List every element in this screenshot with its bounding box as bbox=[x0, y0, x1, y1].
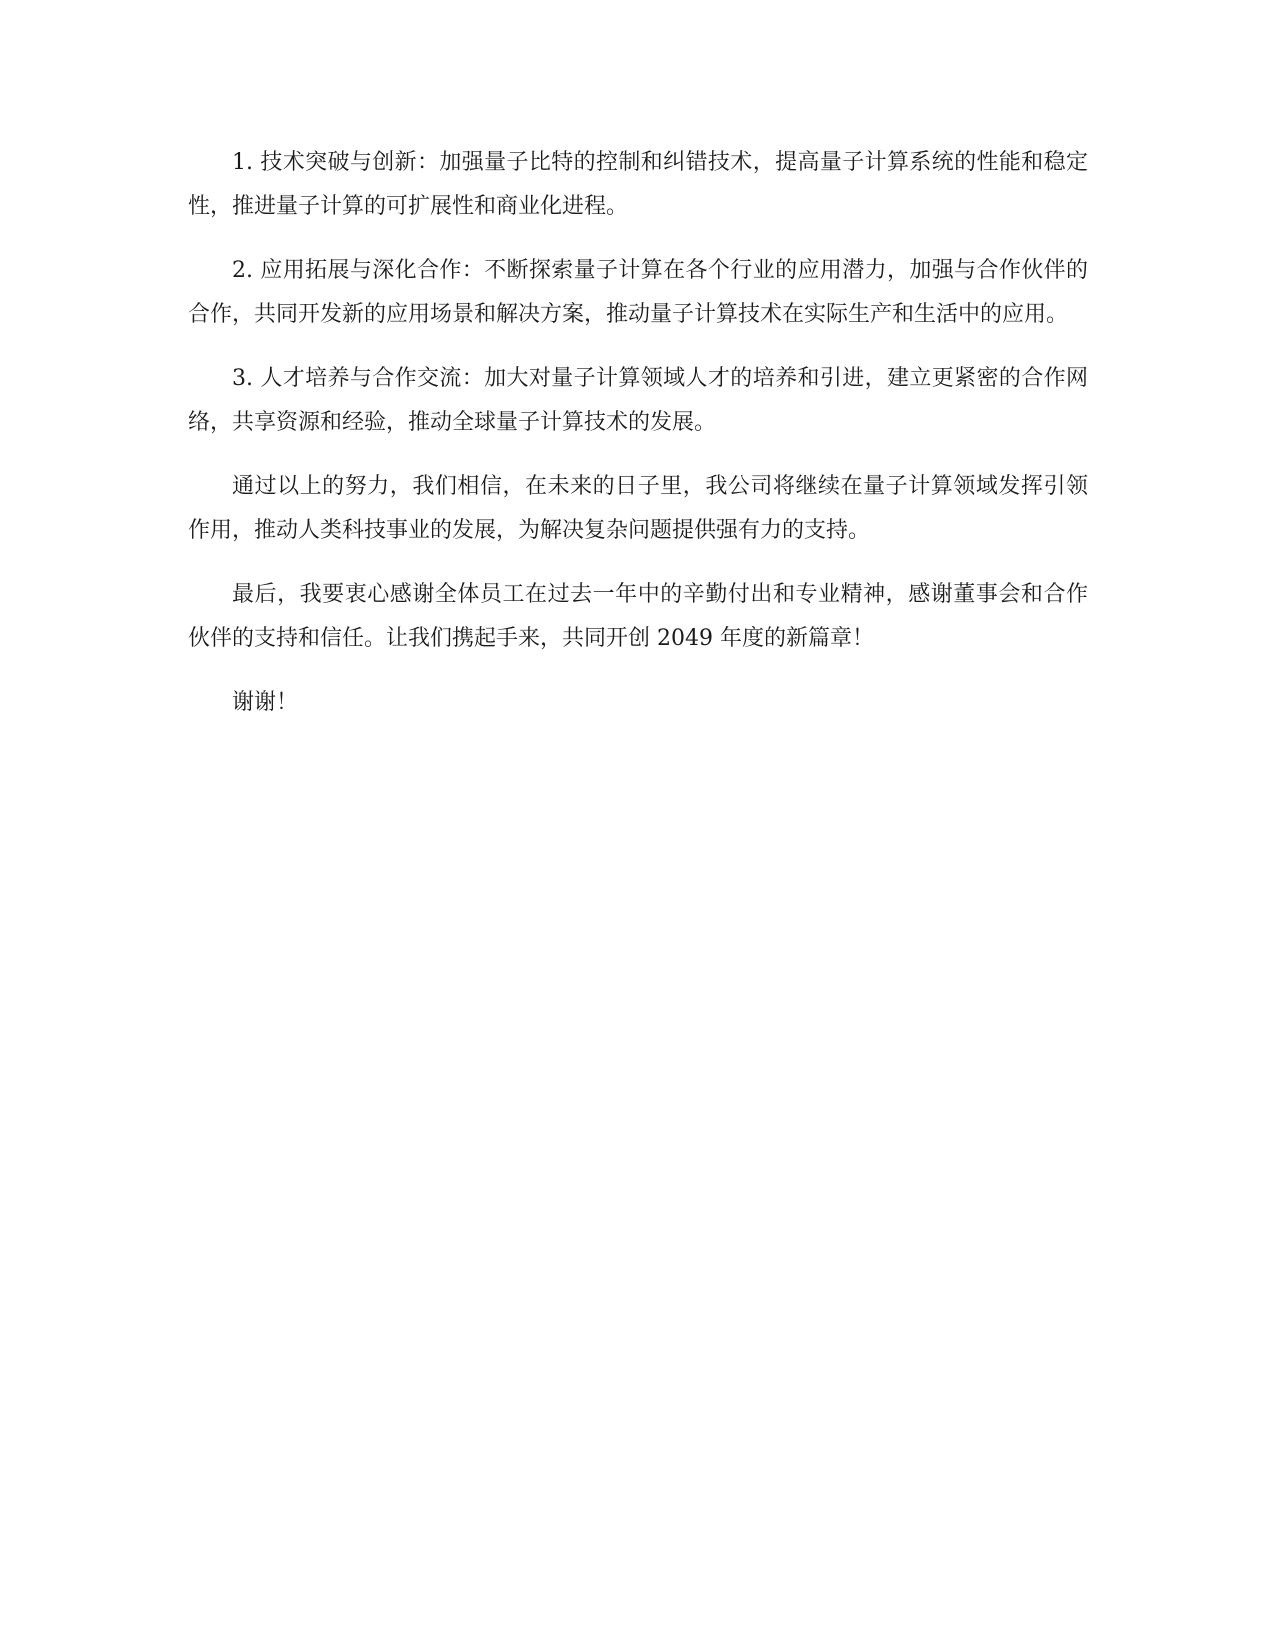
paragraph-outlook: 通过以上的努力，我们相信，在未来的日子里，我公司将继续在量子计算领域发挥引领作用，推动人类科技事业的发展，为解决复杂问题提供强有力的支持。 bbox=[188, 474, 1088, 543]
paragraph-goal-tech: 1. 技术突破与创新：加强量子比特的控制和纠错技术，提高量子计算系统的性能和稳定性，推进量子计算的可扩展性和商业化进程。 bbox=[188, 150, 1088, 219]
paragraph-goal-talent: 3. 人才培养与合作交流：加大对量子计算领域人才的培养和引进，建立更紧密的合作网络，共享资源和经验，推动全球量子计算技术的发展。 bbox=[188, 366, 1088, 435]
paragraph-thanks: 最后，我要衷心感谢全体员工在过去一年中的辛勤付出和专业精神，感谢董事会和合作伙伴的支持和信任。让我们携起手来，共同开创 2049 年度的新篇章！ bbox=[188, 582, 1088, 651]
document-body bbox=[188, 141, 1088, 745]
paragraph-closing: 谢谢！ bbox=[232, 690, 299, 715]
paragraph-goal-application: 2. 应用拓展与深化合作：不断探索量子计算在各个行业的应用潜力，加强与合作伙伴的合作，共同开发新的应用场景和解决方案，推动量子计算技术在实际生产和生活中的应用。 bbox=[188, 258, 1088, 327]
